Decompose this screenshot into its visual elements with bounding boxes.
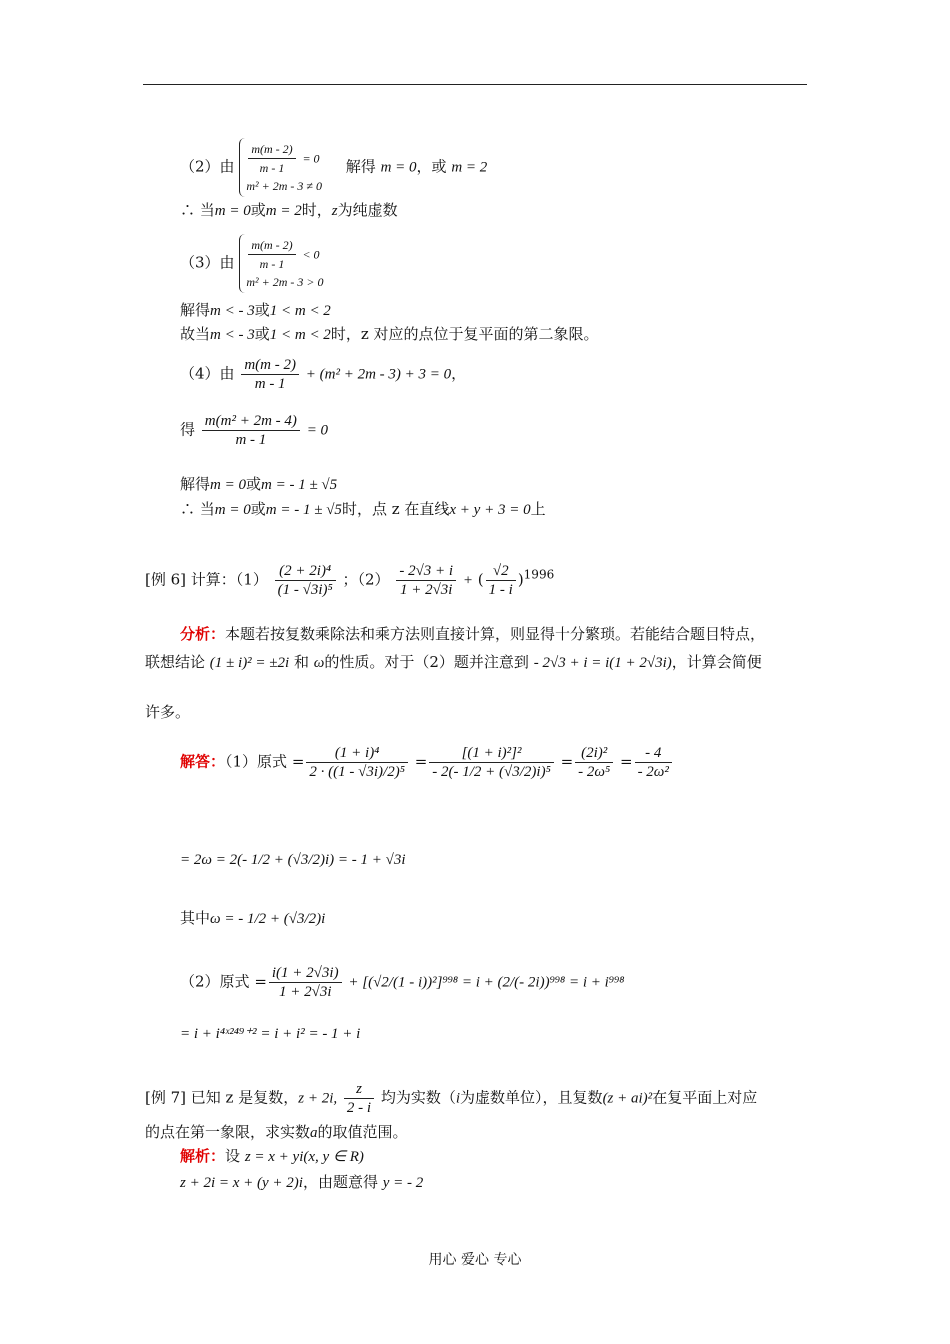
solution7-line1: 解析：设 z = x + yi(x, y ∈ R): [180, 1147, 364, 1165]
header-rule: [143, 84, 807, 85]
answer-part2: （2）原式 = $\frac{i(1 + 2√3i)}{1 + 2√3i}$ + [(√2/(1 - i))²]⁹⁹⁸ = i + (2/(- 2i))⁹⁹⁸ = i + i⁹⁹⁸: [180, 965, 625, 1000]
part2-label: （2）由: [180, 157, 235, 176]
part3-system: $\frac{m(m - 2)}{m - 1}$ < 0 m² + 2m - 3 > 0: [239, 234, 323, 293]
example6-statement: [例 6] 计算：（1） $\frac{\text{(2 + 2i)⁴}}{\text{(1 - √3i)⁵}}$ ；（2） $\frac{- 2√3 + i}{1 + 2√3i}$ + ( $\frac{√2}{1 - i}$ )$^{1996}$: [145, 563, 555, 598]
part3-solve: 解得m < - 3或1 < m < 2: [180, 301, 331, 319]
solution7-line2: z + 2i = x + (y + 2)i，由题意得 y = - 2: [180, 1173, 424, 1191]
part3-conclusion: 故当m < - 3或1 < m < 2时，z 对应的点位于复平面的第二象限。: [180, 325, 599, 343]
answer-where: 其中ω = - 1/2 + (√3/2)i: [180, 909, 326, 927]
answer-line2: = 2ω = 2(- 1/2 + (√3/2)i) = - 1 + √3i: [180, 852, 406, 868]
analysis-line3: 许多。: [145, 703, 191, 721]
page-footer: 用心 爱心 专心: [428, 1252, 522, 1268]
part2-conclusion: ∴ 当m = 0或m = 2时，z为纯虚数: [180, 201, 398, 219]
part4-line: （4）由 $\frac{m(m - 2)}{m - 1}$ + (m² + 2m - 3) + 3 = 0，: [180, 357, 467, 392]
example7-statement: [例 7] 已知 z 是复数，z + 2i, $\frac{z}{2 - i}$ 均为实数（i为虚数单位），且复数(z + ai)²在复平面上对应: [145, 1081, 758, 1116]
analysis-line1: 分析：本题若按复数乘除法和乘方法则直接计算，则显得十分繁琐。若能结合题目特点，: [180, 625, 766, 643]
part3-line: （3）由 $\frac{m(m - 2)}{m - 1}$ < 0 m² + 2m - 3 > 0: [180, 234, 323, 293]
part4-conclusion: ∴ 当m = 0或m = - 1 ± √5时，点 z 在直线x + y + 3 = 0上: [180, 500, 546, 518]
part4-get: 得 $\frac{\text{m(m² + 2m - 4)}}{m - 1}$ = 0: [180, 413, 329, 448]
part2-line: （2）由 $\frac{m(m - 2)}{m - 1}$ = 0 m² + 2m - 3 ≠ 0 解得 m = 0，或 m = 2: [180, 138, 487, 197]
analysis-line2: 联想结论 (1 ± i)² = ±2i 和 ω的性质。对于（2）题并注意到 - 2√3 + i = i(1 + 2√3i)，计算会简便: [145, 653, 762, 671]
example7-line2: 的点在第一象限，求实数a的取值范围。: [145, 1123, 408, 1141]
part2-system: $\frac{m(m - 2)}{m - 1}$ = 0 m² + 2m - 3 ≠ 0: [239, 138, 322, 197]
answer-line-last: = i + i⁴ˣ²⁴⁹⁺² = i + i² = - 1 + i: [180, 1026, 361, 1042]
answer-line1: 解答：（1）原式 = $\frac{\text{(1 + i)⁴}}{\text{2 · ((1 - √3i)/2)⁵}}$ = $\frac{\text{[(1 + i)²]²}}{\text{- 2(- 1/2 + (√3/2)i)⁵}}$ = $\frac{\text{(2i)²}}{\text{- 2ω⁵}}$ = $\frac{- 4}{\text{- 2ω²}}$: [180, 744, 674, 781]
part4-solve: 解得m = 0或m = - 1 ± √5: [180, 475, 338, 493]
